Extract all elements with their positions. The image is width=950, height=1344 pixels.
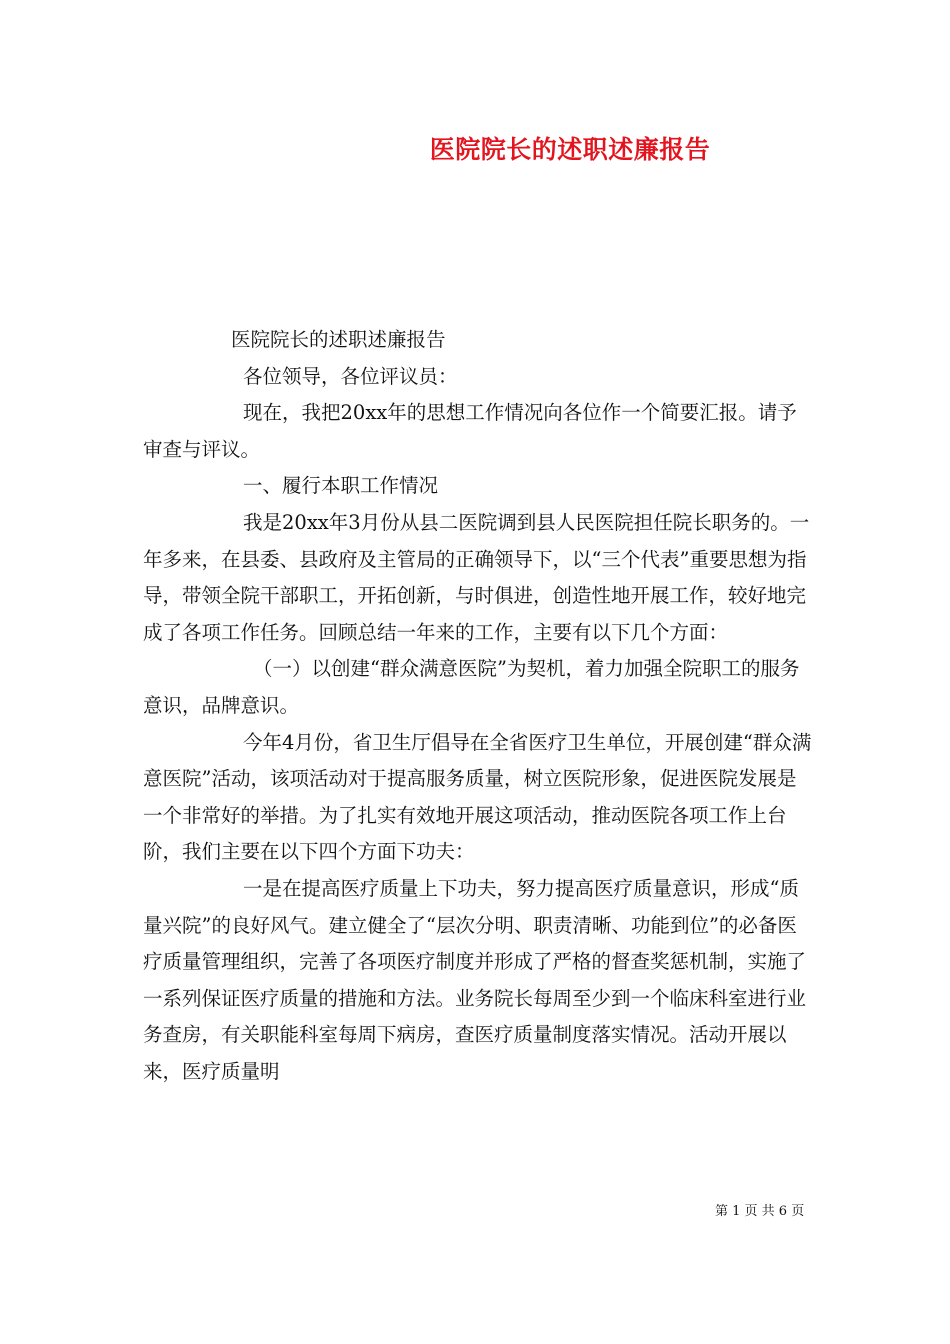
document-body: [143, 322, 813, 1090]
paragraph-quality: 一是在提高医疗质量上下功夫，努力提高医疗质量意识，形成“质量兴院”的良好风气。建立健全了“层次分明、职责清晰、功能到位”的必备医疗质量管理组织，完善了各项医疗制度并形成了严格的督查奖惩机制，实施了一系列保证医疗质量的措施和方法。业务院长每周至少到一个临床科室进行业务查房，有关职能科室每周下病房，查医疗质量制度落实情况。活动开展以来，医疗质量明: [143, 876, 807, 1083]
paragraph-intro: 现在，我把20xx年的思想工作情况向各位作一个简要汇报。请予审查与评议。: [143, 401, 797, 461]
subsection-heading: （一）以创建“群众满意医院”为契机，着力加强全院职工的服务意识，品牌意识。: [143, 657, 800, 717]
document-title: 医院院长的述职述廉报告: [429, 135, 711, 164]
paragraph-background: 我是20xx年3月份从县二医院调到县人民医院担任院长职务的。一年多来，在县委、县政府及主管局的正确领导下，以“三个代表”重要思想为指导，带领全院干部职工，开拓创新，与时俱进，创造性地开展工作，较好地完成了各项工作任务。回顾总结一年来的工作，主要有以下几个方面：: [143, 510, 810, 644]
salutation: 各位领导，各位评议员：: [243, 364, 458, 388]
document-subtitle: 医院院长的述职述廉报告: [231, 328, 446, 351]
page-number: 第 1 页 共 6 页: [715, 1204, 805, 1219]
section-heading: 一、履行本职工作情况: [243, 474, 439, 498]
paragraph-activity: 今年4月份，省卫生厅倡导在全省医疗卫生单位，开展创建“群众满意医院”活动，该项活动对于提高服务质量，树立医院形象，促进医院发展是一个非常好的举措。为了扎实有效地开展这项活动，推动医院各项工作上台阶，我们主要在以下四个方面下功夫：: [143, 730, 812, 864]
